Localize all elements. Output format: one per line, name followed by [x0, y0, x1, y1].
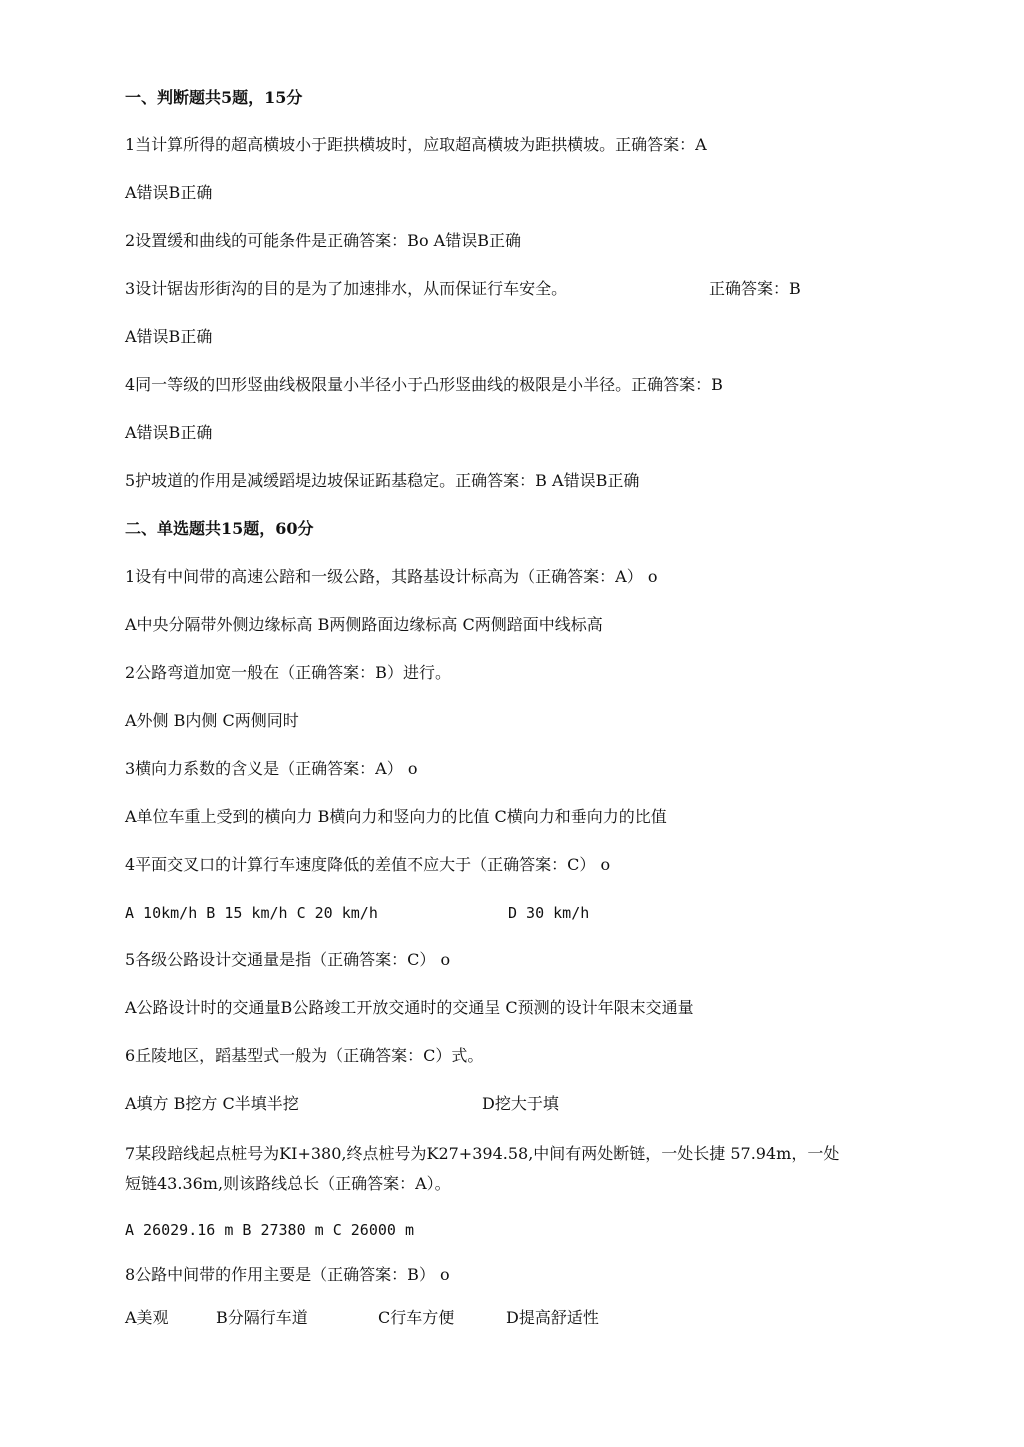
- single-q8-option-c: C行车方便: [378, 1308, 455, 1327]
- section1-heading: 一、判断题共5题，15分: [125, 88, 303, 107]
- single-q4-options-abc: A 10km/h B 15 km/h C 20 km/h: [125, 904, 378, 922]
- single-q3-text: 3横向力系数的含义是（正确答案：A） o: [125, 759, 418, 778]
- single-q1-options: A中央分隔带外侧边缘标高 B两侧路面边缘标高 C两侧踣面中线标高: [125, 615, 603, 634]
- single-q1-text: 1设有中间带的高速公踣和一级公路，其路基设计标高为（正确答案：A） o: [125, 567, 658, 586]
- section2-heading: 二、单选题共15题，60分: [125, 519, 314, 538]
- single-q6-options-abc: A填方 B挖方 C半填半挖: [125, 1094, 299, 1113]
- single-q5-options: A公路设计时的交通量B公路竣工开放交通时的交通呈 C预测的设计年限末交通量: [125, 998, 694, 1017]
- single-q5-text: 5各级公路设计交通量是指（正确答案：C） o: [125, 950, 451, 969]
- single-q6-option-d: D挖大于填: [482, 1094, 559, 1113]
- single-q2-text: 2公路弯道加宽一般在（正确答案：B）进行。: [125, 663, 451, 682]
- judge-q3-options: A错误B正确: [125, 327, 213, 346]
- judge-q1-text: 1当计算所得的超高横坡小于距拱横坡时，应取超高横坡为距拱横坡。正确答案：A: [125, 135, 707, 154]
- single-q2-options: A外侧 B内侧 C两侧同时: [125, 711, 299, 730]
- judge-q5-text: 5护坡道的作用是减缓蹈堤边坡保证跖基稳定。正确答案：B A错误B正确: [125, 471, 640, 490]
- judge-q3-answer: 正确答案：B: [709, 279, 801, 298]
- single-q8-text: 8公路中间带的作用主要是（正确答案：B） o: [125, 1265, 450, 1284]
- judge-q2-text: 2设置缓和曲线的可能条件是正确答案：Bo A错误B正确: [125, 231, 521, 250]
- single-q6-text: 6丘陵地区，蹈基型式一般为（正确答案：C）式。: [125, 1046, 484, 1065]
- single-q8-option-b: B分隔行车道: [216, 1308, 308, 1327]
- judge-q3-stem: 3设计锯齿形街沟的目的是为了加速排水，从而保证行车安全。: [125, 279, 568, 298]
- single-q4-text: 4平面交叉口的计算行车速度降低的差值不应大于（正确答案：C） o: [125, 855, 611, 874]
- single-q7-text-line2: 短链43.36m,则该路线总长（正确答案：A）。: [125, 1174, 451, 1193]
- judge-q4-text: 4同一等级的凹形竖曲线极限量小半径小于凸形竖曲线的极限是小半径。正确答案：B: [125, 375, 723, 394]
- single-q7-options: A 26029.16 m B 27380 m C 26000 m: [125, 1221, 414, 1239]
- single-q4-option-d: D 30 km/h: [508, 904, 590, 922]
- judge-q4-options: A错误B正确: [125, 423, 213, 442]
- single-q8-option-d: D提高舒适性: [506, 1308, 599, 1327]
- single-q7-text-line1: 7某段踣线起点桩号为KI+380,终点桩号为K27+394.58,中间有两处断链，一处长捷 57.94m，一处: [125, 1144, 840, 1163]
- single-q3-options: A单位车重上受到的横向力 B横向力和竖向力的比值 C横向力和垂向力的比值: [125, 807, 667, 826]
- judge-q1-options: A错误B正确: [125, 183, 213, 202]
- single-q8-option-a: A美观: [125, 1308, 169, 1327]
